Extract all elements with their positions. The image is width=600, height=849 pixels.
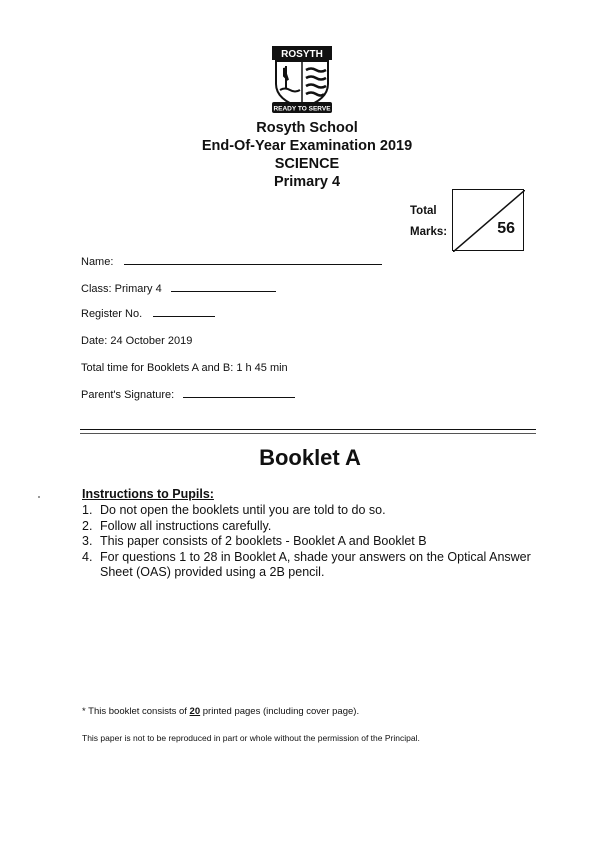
instruction-text: This paper consists of 2 booklets - Booklet A and Booklet B [100, 534, 427, 548]
instruction-item [82, 550, 532, 581]
instructions-list [82, 503, 532, 581]
instructions-heading: Instructions to Pupils: [82, 487, 214, 501]
school-crest-logo [270, 44, 334, 116]
date-value: 24 October 2019 [110, 335, 193, 347]
instruction-text: Follow all instructions carefully. [100, 518, 272, 533]
booklet-title: Booklet A [259, 445, 361, 470]
class-field [81, 283, 276, 295]
instruction-number: 4. [82, 549, 93, 564]
divider-rule [80, 429, 536, 430]
level-title: Primary 4 [273, 174, 341, 190]
name-field [81, 256, 382, 268]
class-label: Class: [81, 283, 112, 295]
signature-label: Parent's Signature: [81, 389, 175, 401]
copyright-notice: This paper is not to be reproduced in part or whole without the permission of the Principal. [82, 733, 420, 743]
time-value: 1 h 45 min [236, 362, 288, 374]
note-suffix: printed pages (including cover page). [202, 706, 360, 717]
marks-label: Marks: [410, 226, 448, 238]
instruction-item [82, 519, 532, 535]
name-line [124, 263, 382, 265]
register-label: Register No. [81, 308, 143, 320]
signature-line [183, 396, 295, 398]
register-field [81, 308, 215, 320]
instruction-number: 1. [82, 503, 93, 517]
crest-top-text: ROSYTH [281, 49, 323, 60]
scan-speck [38, 496, 40, 498]
instruction-number: 3. [82, 534, 93, 548]
class-value: Primary 4 [114, 283, 162, 295]
divider-rule-thin [80, 433, 536, 434]
total-label: Total [410, 205, 437, 217]
date-field [81, 335, 192, 347]
instruction-item [82, 534, 532, 550]
time-label: Total time for Booklets A and B: [81, 362, 234, 374]
school-name: Rosyth School [256, 120, 358, 136]
instruction-text: Do not open the booklets until you are told to do so. [100, 503, 386, 517]
time-field [81, 362, 288, 374]
register-line [153, 315, 215, 317]
name-label: Name: [81, 256, 114, 268]
class-line [171, 290, 276, 292]
page-count-note [82, 706, 359, 717]
date-label: Date: [81, 335, 108, 347]
note-prefix: * This booklet consists of [82, 706, 187, 717]
crest-motto: READY TO SERVE [273, 105, 331, 113]
total-marks-box [452, 189, 524, 251]
page-count: 20 [189, 706, 201, 717]
instruction-text: For questions 1 to 28 in Booklet A, shade your answers on the Optical Answer Sheet (OAS) provided using a 2B pencil. [100, 549, 531, 579]
instruction-item [82, 503, 532, 519]
subject-title: SCIENCE [274, 156, 340, 172]
instruction-number: 2. [82, 518, 93, 533]
signature-field [81, 389, 295, 401]
exam-title: End-Of-Year Examination 2019 [201, 138, 413, 154]
total-marks-value: 56 [497, 220, 515, 237]
